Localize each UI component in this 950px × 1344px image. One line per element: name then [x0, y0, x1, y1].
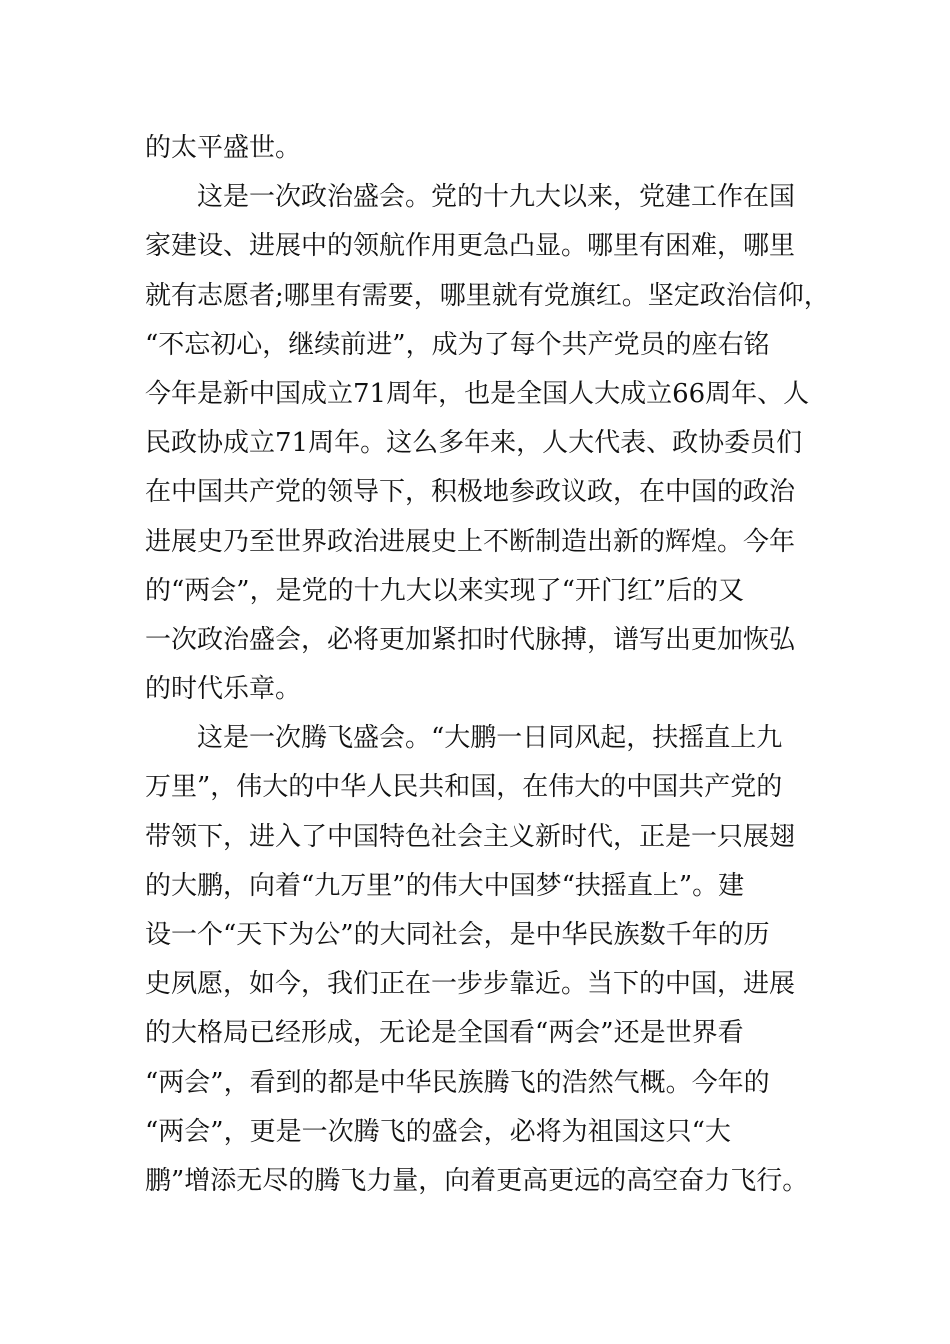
- paragraph-start-line: 这是一次政治盛会。党的十九大以来，党建工作在国: [197, 182, 796, 213]
- body-text: [145, 124, 830, 1206]
- text-line: 的太平盛世。: [145, 133, 302, 163]
- text-line: 万里”，伟大的中华人民共和国，在伟大的中国共产党的: [145, 772, 783, 803]
- text-line: 鹏”增添无尽的腾飞力量，向着更高更远的高空奋力飞行。: [145, 1165, 809, 1196]
- paragraph-start-line: 这是一次腾飞盛会。“大鹏一日同风起，扶摇直上九: [197, 723, 783, 754]
- text-line: 民政协成立71周年。这么多年来，人大代表、政协委员们: [145, 428, 803, 459]
- text-line: 家建设、进展中的领航作用更急凸显。哪里有困难，哪里: [145, 231, 796, 262]
- text-line: 今年是新中国成立71周年，也是全国人大成立66周年、人: [145, 378, 810, 409]
- text-line: “两会”，看到的都是中华民族腾飞的浩然气概。今年的: [145, 1067, 770, 1098]
- text-line: 一次政治盛会，必将更加紧扣时代脉搏，谱写出更加恢弘: [145, 624, 796, 655]
- text-line: “两会”，更是一次腾飞的盛会，必将为祖国这只“大: [145, 1116, 731, 1147]
- text-line: 进展史乃至世界政治进展史上不断制造出新的辉煌。今年: [145, 526, 796, 557]
- text-line: 设一个“天下为公”的大同社会，是中华民族数千年的历: [145, 920, 770, 950]
- text-line: 在中国共产党的领导下，积极地参政议政，在中国的政治: [145, 477, 796, 508]
- text-line: 就有志愿者;哪里有需要，哪里就有党旗红。坚定政治信仰，: [145, 280, 830, 311]
- text-line: 的时代乐章。: [145, 674, 302, 705]
- text-line: 带领下，进入了中国特色社会主义新时代，正是一只展翅: [145, 821, 796, 852]
- text-line: 的大鹏，向着“九万里”的伟大中国梦“扶摇直上”。建: [145, 870, 745, 901]
- text-line: 的“两会”，是党的十九大以来实现了“开门红”后的又: [145, 575, 745, 606]
- text-line: “不忘初心，继续前进”，成为了每个共产党员的座右铭: [145, 329, 770, 360]
- text-line: 的大格局已经形成，无论是全国看“两会”还是世界看: [145, 1018, 744, 1049]
- text-line: 史夙愿，如今，我们正在一步步靠近。当下的中国，进展: [145, 969, 796, 1000]
